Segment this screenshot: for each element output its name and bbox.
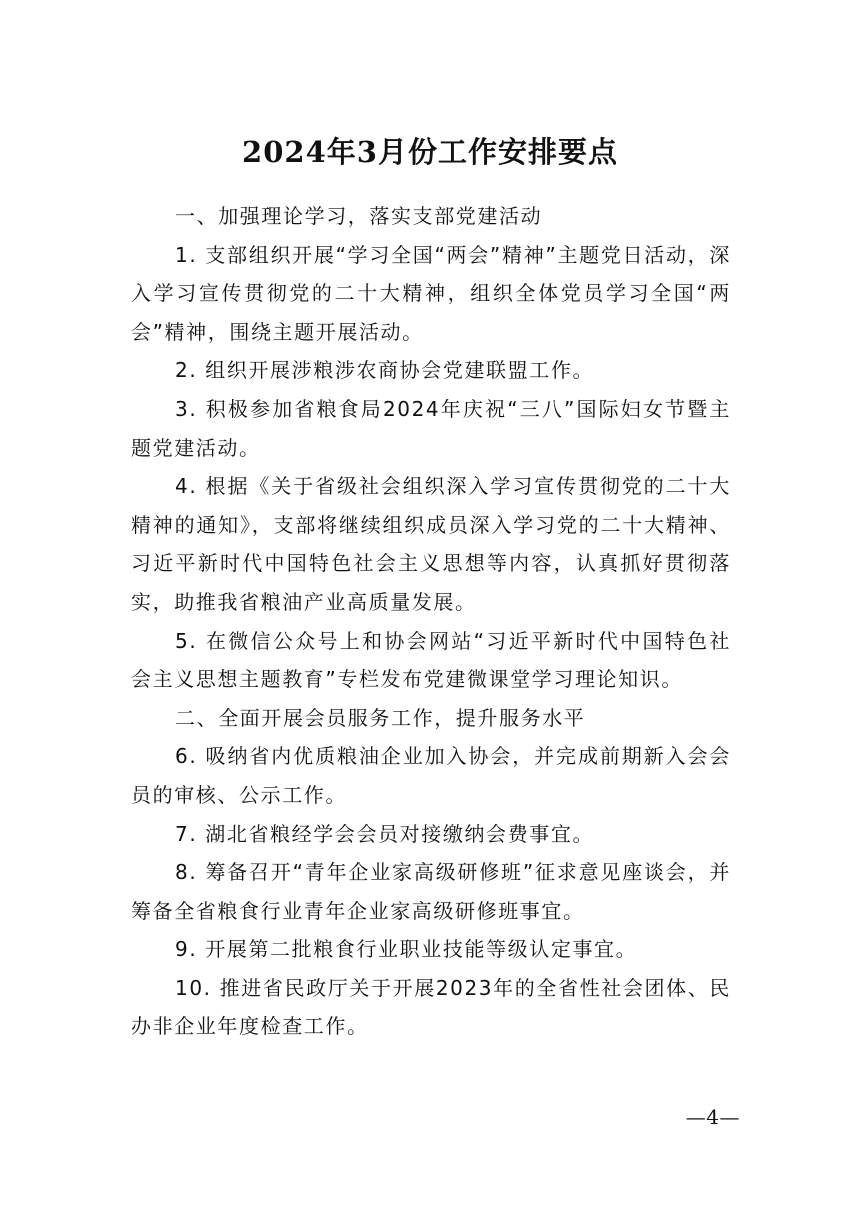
page-number: —4—	[685, 1105, 740, 1129]
item-paragraph-8: 8. 筹备召开“青年企业家高级研修班”征求意见座谈会，并筹备全省粮食行业青年企业家高级研修班事宜。	[131, 860, 731, 923]
item-paragraph-6: 6. 吸纳省内优质粮油企业加入协会，并完成前期新入会会员的审核、公示工作。	[131, 744, 731, 807]
item-paragraph-2: 2. 组织开展涉粮涉农商协会党建联盟工作。	[175, 358, 595, 383]
item-paragraph-9: 9. 开展第二批粮食行业职业技能等级认定事宜。	[175, 937, 638, 962]
item-paragraph-7: 7. 湖北省粮经学会会员对接缴纳会费事宜。	[175, 821, 595, 846]
item-paragraph-5: 5. 在微信公众号上和协会网站“习近平新时代中国特色社会主义思想主题教育”专栏发布党建微课堂学习理论知识。	[131, 628, 731, 692]
item-paragraph-4: 4. 根据《关于省级社会组织深入学习宣传贯彻党的二十大精神的通知》，支部将继续组织成员深入学习党的二十大精神、习近平新时代中国特色社会主义思想等内容，认真抓好贯彻落实，助推我省粮油产业高质量发展。	[131, 474, 731, 614]
item-paragraph-3: 3. 积极参加省粮食局2024年庆祝“三八”国际妇女节暨主题党建活动。	[131, 396, 731, 460]
section-heading-1: 一、加强理论学习，落实支部党建活动	[175, 204, 543, 228]
section-heading-2: 二、全面开展会员服务工作，提升服务水平	[175, 705, 586, 730]
document-body	[131, 197, 731, 1046]
document-title: 2024年3月份工作安排要点	[242, 135, 618, 170]
item-paragraph-10: 10. 推进省民政厅关于开展2023年的全省性社会团体、民办非企业年度检查工作。	[131, 975, 731, 1039]
item-paragraph-1: 1. 支部组织开展“学习全国“两会”精神”主题党日活动，深入学习宣传贯彻党的二十大精神，组织全体党员学习全国“两会”精神，围绕主题开展活动。	[131, 242, 731, 344]
